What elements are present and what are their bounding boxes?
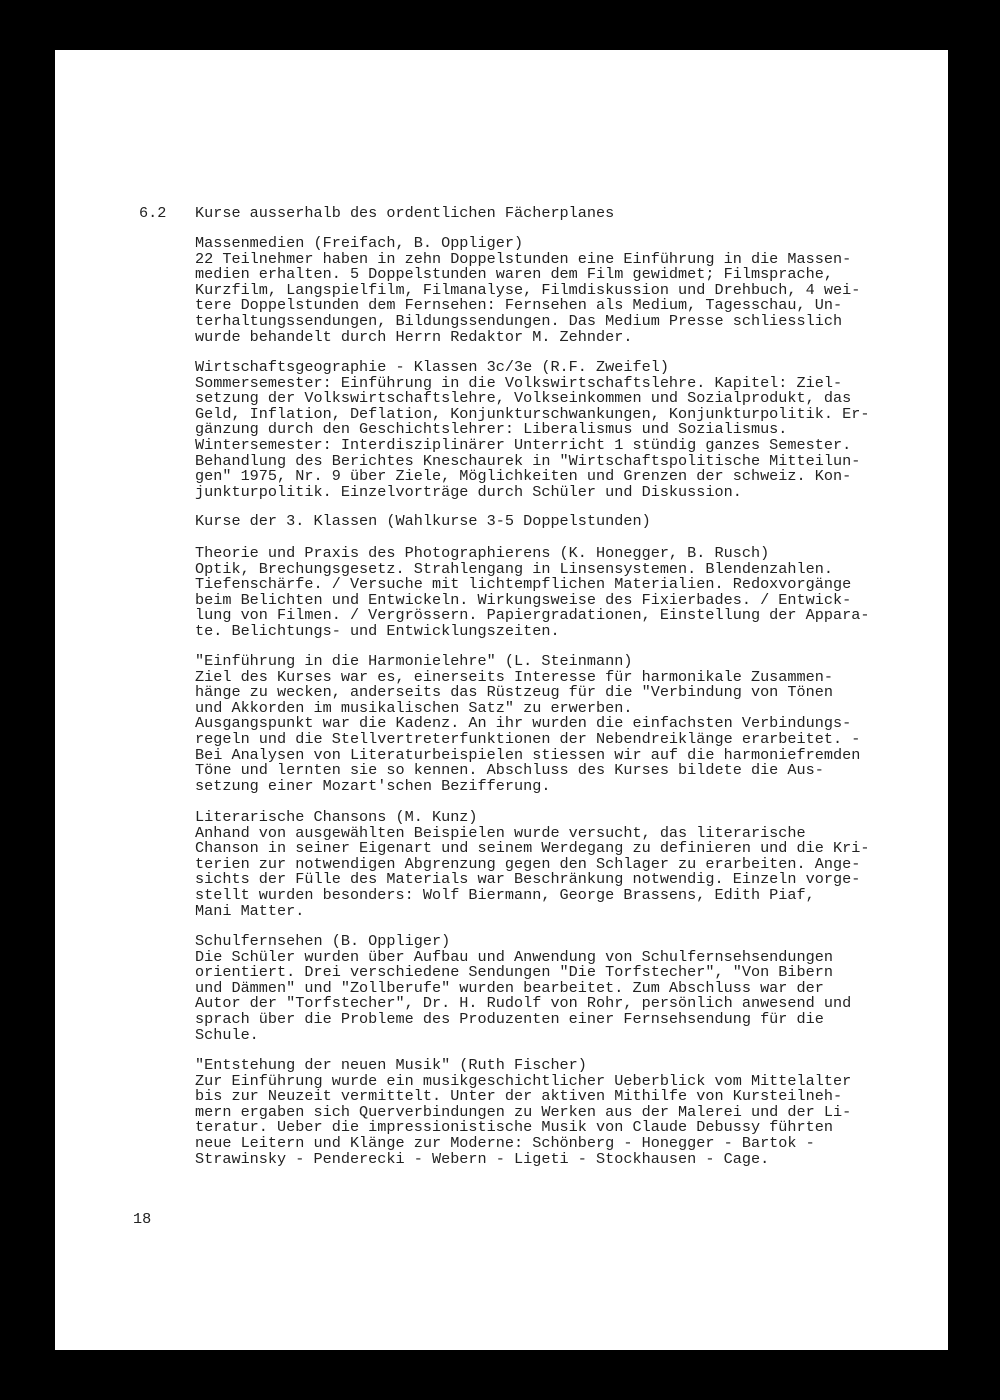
paragraph-heading: "Einführung in die Harmonielehre" (L. Steinmann) bbox=[195, 652, 633, 670]
text-line: hänge zu wecken, anderseits das Rüstzeug für die "Verbindung von Tönen bbox=[195, 683, 833, 702]
paragraph-heading: Massenmedien (Freifach, B. Oppliger) bbox=[195, 234, 524, 252]
text-line: regeln und die Stellvertreterfunktionen der Nebendreiklänge erarbeitet. - bbox=[195, 729, 861, 748]
text-line: Chanson in seiner Eigenart und seinem Werdegang zu definieren und die Kri- bbox=[195, 839, 870, 858]
text-line: wurde behandelt durch Herrn Redaktor M. Zehnder. bbox=[195, 327, 633, 346]
text-line: mern ergaben sich Querverbindungen zu Werken aus der Malerei und der Li- bbox=[195, 1102, 852, 1121]
paragraph-massenmedien bbox=[195, 236, 935, 345]
text-line: Die Schüler wurden über Aufbau und Anwendung von Schulfernsehsendungen bbox=[195, 947, 833, 966]
text-line: Ausgangspunkt war die Kadenz. An ihr wurden die einfachsten Verbindungs- bbox=[195, 714, 852, 733]
paragraph-heading: "Entstehung der neuen Musik" (Ruth Fischer) bbox=[195, 1056, 587, 1074]
text-line: Anhand von ausgewählten Beispielen wurde versucht, das literarische bbox=[195, 823, 806, 842]
text-line: Ziel des Kurses war es, einerseits Interesse für harmonikale Zusammen- bbox=[195, 667, 833, 686]
paragraph-chansons bbox=[195, 810, 935, 919]
text-line: sprach über die Probleme des Produzenten einer Fernsehsendung für die bbox=[195, 1009, 824, 1028]
text-line: neue Leitern und Klänge zur Moderne: Schönberg - Honegger - Bartok - bbox=[195, 1133, 815, 1152]
text-line: Mani Matter. bbox=[195, 901, 305, 920]
text-line: lung von Filmen. / Vergrössern. Papiergradationen, Einstellung der Appara- bbox=[195, 606, 870, 625]
text-line: Strawinsky - Penderecki - Webern - Ligeti - Stockhausen - Cage. bbox=[195, 1149, 770, 1168]
text-line: Sommersemester: Einführung in die Volkswirtschaftslehre. Kapitel: Ziel- bbox=[195, 373, 843, 392]
text-line: Tiefenschärfe. / Versuche mit lichtempflichen Materialien. Redoxvorgänge bbox=[195, 575, 852, 594]
paragraph-wirtschaftsgeographie bbox=[195, 360, 935, 500]
text-line: Autor der "Torfstecher", Dr. H. Rudolf von Rohr, persönlich anwesend und bbox=[195, 994, 852, 1013]
paragraph-heading: Literarische Chansons (M. Kunz) bbox=[195, 808, 478, 826]
text-line: teratur. Ueber die impressionistische Musik von Claude Debussy führten bbox=[195, 1118, 833, 1137]
section-number: 6.2 bbox=[139, 204, 167, 222]
text-line: gänzung durch den Geschichtslehrer: Liberalismus und Sozialismus. bbox=[195, 420, 788, 439]
text-line: Schule. bbox=[195, 1025, 259, 1044]
text-line: setzung einer Mozart'schen Bezifferung. bbox=[195, 776, 551, 795]
paragraph-heading: Theorie und Praxis des Photographierens (K. Honegger, B. Rusch) bbox=[195, 544, 770, 562]
text-line: Wintersemester: Interdisziplinärer Unterricht 1 stündig ganzes Semester. bbox=[195, 435, 852, 454]
text-line: Behandlung des Berichtes Kneschaurek in "Wirtschaftspolitische Mitteilun- bbox=[195, 451, 861, 470]
text-line: Zur Einführung wurde ein musikgeschichtlicher Ueberblick vom Mittelalter bbox=[195, 1071, 852, 1090]
text-line: 22 Teilnehmer haben in zehn Doppelstunden eine Einführung in die Massen- bbox=[195, 249, 852, 268]
text-line: te. Belichtungs- und Entwicklungszeiten. bbox=[195, 621, 560, 640]
text-line: und Dämmen" und "Zollberufe" wurden bearbeitet. Zum Abschluss war der bbox=[195, 978, 824, 997]
paragraph-heading: Kurse der 3. Klassen (Wahlkurse 3-5 Doppelstunden) bbox=[195, 512, 651, 530]
paragraph-kurse-klassen bbox=[195, 514, 935, 530]
text-line: orientiert. Drei verschiedene Sendungen "Die Torfstecher", "Von Bibern bbox=[195, 963, 833, 982]
document bbox=[55, 50, 948, 1350]
text-line: terien zur notwendigen Abgrenzung gegen den Schlager zu erarbeiten. Ange- bbox=[195, 854, 861, 873]
paragraph-schulfernsehen bbox=[195, 934, 935, 1043]
paragraph-neue-musik bbox=[195, 1058, 935, 1167]
page-number: 18 bbox=[133, 1210, 152, 1228]
text-line: Töne und lernten sie so kennen. Abschluss des Kurses bildete die Aus- bbox=[195, 761, 824, 780]
text-line: sichts der Fülle des Materials war Beschränkung notwendig. Einzeln vorge- bbox=[195, 870, 861, 889]
paragraph-photographie bbox=[195, 546, 935, 640]
text-line: gen" 1975, Nr. 9 über Ziele, Möglichkeiten und Grenzen der schweiz. Kon- bbox=[195, 467, 852, 486]
text-line: beim Belichten und Entwickeln. Wirkungsweise des Fixierbades. / Entwick- bbox=[195, 590, 852, 609]
text-line: Bei Analysen von Literaturbeispielen stiessen wir auf die harmoniefremden bbox=[195, 745, 861, 764]
text-line: Geld, Inflation, Deflation, Konjunkturschwankungen, Konjunkturpolitik. Er- bbox=[195, 404, 870, 423]
text-line: tere Doppelstunden dem Fernsehen: Fernsehen als Medium, Tagesschau, Un- bbox=[195, 296, 843, 315]
paragraph-harmonielehre bbox=[195, 654, 935, 794]
section-title: Kurse ausserhalb des ordentlichen Fächerplanes bbox=[195, 204, 615, 222]
text-line: Kurzfilm, Langspielfilm, Filmanalyse, Filmdiskussion und Drehbuch, 4 wei- bbox=[195, 280, 861, 299]
text-line: junkturpolitik. Einzelvorträge durch Schüler und Diskussion. bbox=[195, 482, 742, 501]
text-line: setzung der Volkswirtschaftslehre, Volkseinkommen und Sozialprodukt, das bbox=[195, 389, 852, 408]
text-line: Optik, Brechungsgesetz. Strahlengang in Linsensystemen. Blendenzahlen. bbox=[195, 559, 833, 578]
text-line: medien erhalten. 5 Doppelstunden waren dem Film gewidmet; Filmsprache, bbox=[195, 265, 833, 284]
paragraph-heading: Schulfernsehen (B. Oppliger) bbox=[195, 932, 451, 950]
text-line: bis zur Neuzeit vermittelt. Unter der aktiven Mithilfe von Kursteilneh- bbox=[195, 1087, 843, 1106]
text-line: und Akkorden im musikalischen Satz" zu erwerben. bbox=[195, 698, 633, 717]
text-line: terhaltungssendungen, Bildungssendungen. Das Medium Presse schliesslich bbox=[195, 311, 843, 330]
paragraph-heading: Wirtschaftsgeographie - Klassen 3c/3e (R.F. Zweifel) bbox=[195, 358, 669, 376]
text-line: stellt wurden besonders: Wolf Biermann, George Brassens, Edith Piaf, bbox=[195, 885, 815, 904]
paper-page bbox=[55, 50, 948, 1350]
